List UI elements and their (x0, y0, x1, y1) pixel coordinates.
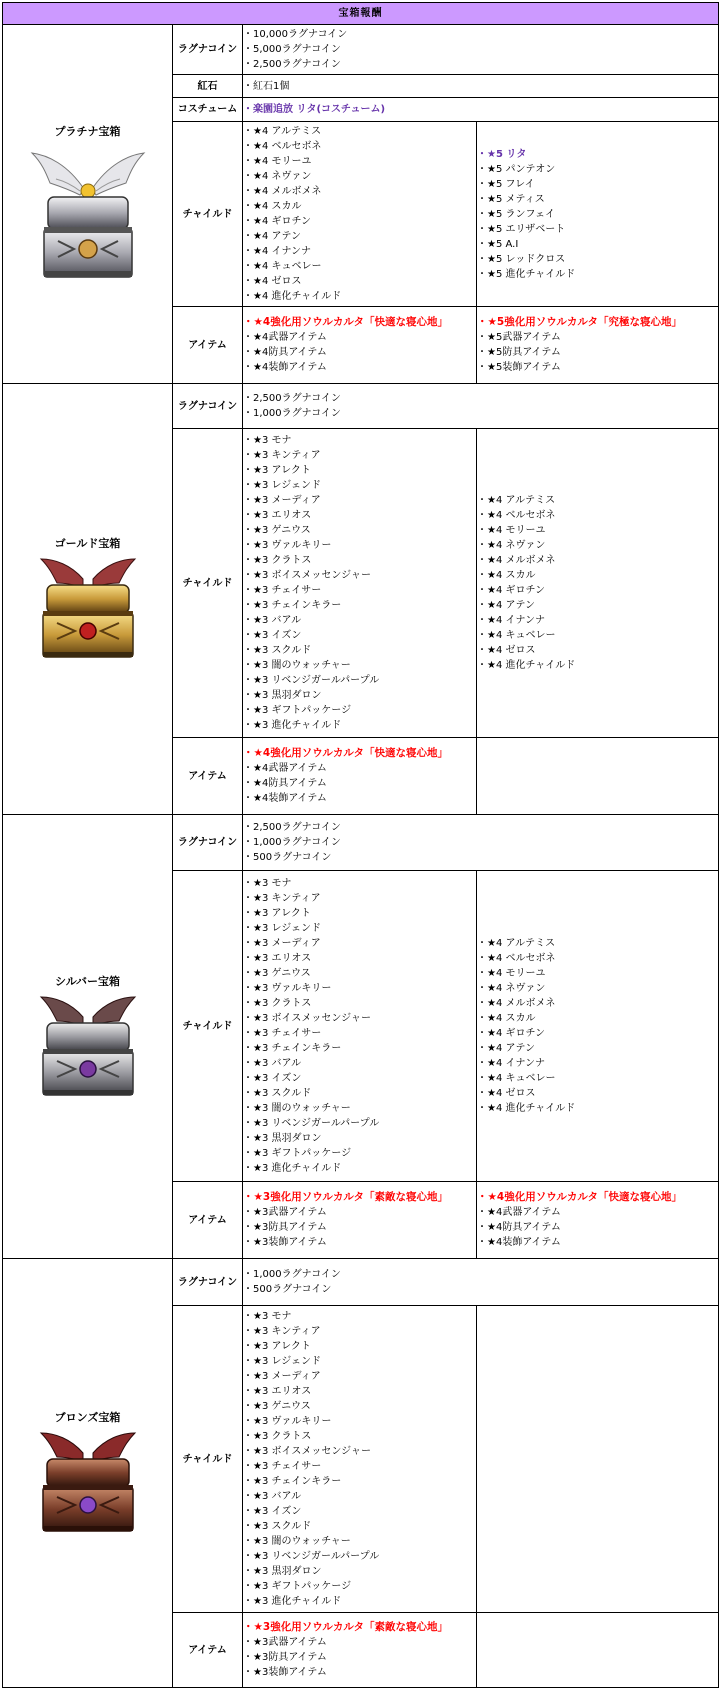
list-item: ・5,000ラグナコイン (243, 44, 341, 55)
list-item: ・★4 イナンナ (477, 1058, 546, 1069)
list-item: ・★5 パンテオン (477, 163, 556, 175)
list-item: ・★3 キンティア (243, 893, 321, 904)
list-item: ・★3 リベンジガールパープル (243, 675, 380, 686)
winged-platinum-chest-icon (28, 145, 148, 285)
list-item: ・★3 黒羽ダロン (243, 1133, 322, 1144)
child-list-right (477, 871, 719, 1182)
list-item: ・★3 リベンジガールパープル (243, 1118, 380, 1129)
list-item: ・10,000ラグナコイン (243, 29, 348, 40)
list-item: ・★3 バアル (243, 1491, 302, 1502)
list-item: ・★4 ゼロス (243, 276, 302, 287)
child-list-left (243, 871, 477, 1182)
list-item: ・★3 チェイサー (243, 1028, 322, 1039)
list-item: ・★4防具アイテム (243, 778, 327, 789)
list-item: ・★3 チェインキラー (243, 1476, 342, 1487)
coin-list (243, 384, 719, 429)
label-costume: コスチューム (173, 98, 243, 122)
child-list-right (477, 122, 719, 307)
list-item: ・★3 イズン (243, 1073, 302, 1084)
list-item: ・★4 ゼロス (477, 645, 536, 656)
list-item: ・★4 キュベレー (477, 1073, 556, 1084)
list-item: ・★3 レジェンド (243, 480, 322, 491)
list-item: ・★3 アレクト (243, 1341, 311, 1352)
label-child: チャイルド (173, 1306, 243, 1613)
list-item: ・★4 アルテミス (477, 938, 556, 949)
label-coin: ラグナコイン (173, 384, 243, 429)
list-item: ・★3 スクルド (243, 645, 312, 656)
list-item: ・1,000ラグナコイン (243, 1269, 341, 1280)
redstone-list (243, 75, 719, 98)
list-item: ・★4 ベルセボネ (243, 141, 322, 152)
label-item: アイテム (173, 1182, 243, 1259)
item-list-right (477, 307, 719, 384)
chest-cell-silver (3, 815, 173, 1259)
list-item: ・★5防具アイテム (477, 347, 561, 358)
list-item: ・★4 スカル (243, 201, 302, 212)
list-item: ・★3 ヴァルキリー (243, 983, 332, 994)
list-item: ・★3 バアル (243, 1058, 302, 1069)
coin-list (243, 1259, 719, 1306)
list-item: ・★4 スカル (477, 1013, 536, 1024)
list-item-highlight: ・★4強化用ソウルカルタ「快適な寝心地」 (243, 316, 448, 328)
list-item: ・★4 アテン (477, 600, 536, 611)
list-item: ・★3 闇のウォッチャー (243, 660, 351, 671)
list-item: ・★3武器アイテム (243, 1207, 327, 1218)
list-item: ・★4 進化チャイルド (477, 660, 576, 671)
list-item: ・★3 アレクト (243, 465, 311, 476)
item-list-left (243, 307, 477, 384)
page-title: 宝箱報酬 (3, 3, 719, 25)
list-item: ・★3 エリオス (243, 1386, 312, 1397)
list-item: ・★3 リベンジガールパープル (243, 1551, 380, 1562)
coin-list (243, 815, 719, 871)
list-item: ・★5 フレイ (477, 178, 535, 190)
list-item: ・★4 メルボメネ (477, 555, 556, 566)
list-item: ・★4 ネヴァン (477, 540, 546, 551)
list-item: ・★3 ギフトパッケージ (243, 1581, 352, 1592)
list-item: ・★3 イズン (243, 1506, 302, 1517)
list-item: ・★3 アレクト (243, 908, 311, 919)
list-item: ・★4 ベルセボネ (477, 510, 556, 521)
list-item: ・★5武器アイテム (477, 332, 561, 343)
list-item: ・★3 スクルド (243, 1521, 312, 1532)
list-item: ・★3 ゲニウス (243, 1401, 311, 1412)
list-item: ・★4装飾アイテム (243, 362, 327, 373)
list-item: ・★4防具アイテム (243, 347, 327, 358)
list-item: ・★5装飾アイテム (477, 362, 561, 373)
list-item: ・★4 イナンナ (477, 615, 546, 626)
list-item: ・500ラグナコイン (243, 1284, 332, 1295)
winged-gold-chest-icon (33, 557, 143, 662)
child-list-left (243, 429, 477, 738)
list-item: ・★5 メティス (477, 193, 545, 205)
list-item: ・★3 モナ (243, 878, 292, 889)
chest-name-bronze: ブロンズ宝箱 (54, 1411, 121, 1424)
list-item: ・★4 進化チャイルド (243, 291, 342, 302)
list-item: ・★4 キュベレー (243, 261, 322, 272)
list-item: ・★4 ネヴァン (243, 171, 312, 182)
list-item: ・★3 バアル (243, 615, 302, 626)
list-item: ・2,500ラグナコイン (243, 393, 341, 404)
chest-name-platinum: プラチナ宝箱 (54, 124, 121, 138)
chest-cell-platinum (3, 25, 173, 384)
list-item: ・500ラグナコイン (243, 852, 332, 863)
list-item: ・★3 ヴァルキリー (243, 1416, 332, 1427)
list-item: ・★3 モナ (243, 1311, 292, 1322)
list-item: ・★4装飾アイテム (477, 1237, 561, 1248)
list-item: ・★3装飾アイテム (243, 1667, 327, 1678)
item-list-right-empty (477, 738, 719, 815)
child-list-left (243, 1306, 477, 1613)
list-item: ・★5 A.I (477, 238, 519, 250)
list-item: ・★3 エリオス (243, 953, 312, 964)
list-item: ・★3 モナ (243, 435, 292, 446)
list-item: ・★3 キンティア (243, 450, 321, 461)
list-item: ・★4 ギロチン (243, 216, 312, 227)
list-item-highlight: ・★3強化用ソウルカルタ「素敵な寝心地」 (243, 1621, 448, 1633)
list-item: ・★3 ボイスメッセンジャー (243, 1013, 371, 1024)
list-item-highlight: ・★5強化用ソウルカルタ「究極な寝心地」 (477, 316, 682, 328)
list-item: ・★4 ギロチン (477, 585, 546, 596)
list-item: ・★4 ギロチン (477, 1028, 546, 1039)
label-item: アイテム (173, 307, 243, 384)
list-item: ・★4 モリーユ (243, 156, 312, 167)
list-item: ・★3 チェイサー (243, 1461, 322, 1472)
list-item: ・★4 メルボメネ (477, 998, 556, 1009)
list-item: ・2,500ラグナコイン (243, 59, 341, 70)
list-item: ・★3装飾アイテム (243, 1237, 327, 1248)
list-item: ・★4 ネヴァン (477, 983, 546, 994)
list-item: ・★3 ボイスメッセンジャー (243, 570, 371, 581)
list-item: ・★4武器アイテム (243, 763, 327, 774)
label-child: チャイルド (173, 871, 243, 1182)
list-item: ・★3 レジェンド (243, 1356, 322, 1367)
list-item: ・★4装飾アイテム (243, 793, 327, 804)
list-item: ・★3 クラトス (243, 555, 312, 566)
list-item: ・★4 ベルセボネ (477, 953, 556, 964)
label-coin: ラグナコイン (173, 815, 243, 871)
list-item: ・★3 進化チャイルド (243, 1163, 342, 1174)
list-item: ・★3 ゲニウス (243, 968, 311, 979)
item-list-left (243, 738, 477, 815)
label-coin: ラグナコイン (173, 1259, 243, 1306)
list-item: ・★3 ボイスメッセンジャー (243, 1446, 371, 1457)
chest-cell-gold (3, 384, 173, 815)
label-child: チャイルド (173, 429, 243, 738)
list-item: ・★3 進化チャイルド (243, 1596, 342, 1607)
list-item: ・★4 イナンナ (243, 246, 312, 257)
list-item: ・紅石1個 (243, 80, 290, 92)
list-item: ・★3 チェインキラー (243, 600, 342, 611)
list-item: ・★4武器アイテム (477, 1207, 561, 1218)
list-item: ・★3 レジェンド (243, 923, 322, 934)
list-item: ・★4 アルテミス (477, 495, 556, 506)
list-item: ・★4 アテン (477, 1043, 536, 1054)
list-item: ・★5 進化チャイルド (477, 268, 576, 280)
list-item: ・1,000ラグナコイン (243, 837, 341, 848)
list-item: ・★3 イズン (243, 630, 302, 641)
winged-bronze-chest-icon (33, 1431, 143, 1536)
label-item: アイテム (173, 738, 243, 815)
list-item: ・★3 チェイサー (243, 585, 322, 596)
list-item: ・★3 黒羽ダロン (243, 1566, 322, 1577)
chest-name-gold: ゴールド宝箱 (54, 537, 121, 550)
list-item: ・★3 メーディア (243, 1371, 321, 1382)
list-item: ・★3 ギフトパッケージ (243, 705, 352, 716)
list-item: ・★3 闇のウォッチャー (243, 1103, 351, 1114)
list-item-highlight: ・★3強化用ソウルカルタ「素敵な寝心地」 (243, 1191, 448, 1203)
list-item: ・★3 スクルド (243, 1088, 312, 1099)
list-item: ・★3 進化チャイルド (243, 720, 342, 731)
chest-name-silver: シルバー宝箱 (55, 974, 120, 988)
list-item: ・★3防具アイテム (243, 1652, 327, 1663)
list-item: ・★4 進化チャイルド (477, 1103, 576, 1114)
list-item: ・★3 メーディア (243, 495, 321, 506)
child-list-left (243, 122, 477, 307)
list-item: ・★5 ランフェイ (477, 208, 556, 220)
chest-cell-bronze (3, 1259, 173, 1688)
list-item: ・★4 ゼロス (477, 1088, 536, 1099)
label-redstone: 紅石 (173, 75, 243, 98)
list-item-highlight: ・★5 リタ (477, 148, 527, 160)
list-item: ・★3 ゲニウス (243, 525, 311, 536)
list-item: ・★4 アテン (243, 231, 302, 242)
list-item: ・2,500ラグナコイン (243, 822, 341, 833)
list-item: ・★4防具アイテム (477, 1222, 561, 1233)
rewards-table (2, 2, 719, 1688)
list-item: ・★4 スカル (477, 570, 536, 581)
list-item: ・1,000ラグナコイン (243, 408, 341, 419)
list-item-highlight: ・★4強化用ソウルカルタ「快適な寝心地」 (477, 1191, 682, 1203)
list-item: ・★3 エリオス (243, 510, 312, 521)
list-item: ・★3 黒羽ダロン (243, 690, 322, 701)
item-list-right (477, 1182, 719, 1259)
item-list-left (243, 1613, 477, 1688)
list-item: ・★4 アルテミス (243, 126, 322, 137)
list-item: ・★3 闇のウォッチャー (243, 1536, 351, 1547)
list-item: ・楽園追放 リタ(コスチューム) (243, 104, 386, 115)
list-item: ・★3 クラトス (243, 998, 312, 1009)
list-item: ・★3 メーディア (243, 938, 321, 949)
list-item: ・★4 メルボメネ (243, 186, 322, 197)
list-item: ・★3 ヴァルキリー (243, 540, 332, 551)
winged-silver-chest-icon (33, 995, 143, 1100)
item-list-right-empty (477, 1613, 719, 1688)
item-list-left (243, 1182, 477, 1259)
label-child: チャイルド (173, 122, 243, 307)
list-item-highlight: ・★4強化用ソウルカルタ「快適な寝心地」 (243, 747, 448, 759)
list-item: ・★3 クラトス (243, 1431, 312, 1442)
list-item: ・★5 レッドクロス (477, 253, 566, 265)
list-item: ・★5 エリザベート (477, 223, 566, 235)
list-item: ・★3 ギフトパッケージ (243, 1148, 352, 1159)
child-list-right-empty (477, 1306, 719, 1613)
label-coin: ラグナコイン (173, 25, 243, 75)
list-item: ・★4 モリーユ (477, 968, 546, 979)
list-item: ・★3防具アイテム (243, 1222, 327, 1233)
list-item: ・★4 モリーユ (477, 525, 546, 536)
costume-list (243, 98, 719, 122)
label-item: アイテム (173, 1613, 243, 1688)
child-list-right (477, 429, 719, 738)
list-item: ・★4武器アイテム (243, 332, 327, 343)
coin-list (243, 25, 719, 75)
list-item: ・★4 キュベレー (477, 630, 556, 641)
list-item: ・★3武器アイテム (243, 1637, 327, 1648)
list-item: ・★3 キンティア (243, 1326, 321, 1337)
list-item: ・★3 チェインキラー (243, 1043, 342, 1054)
